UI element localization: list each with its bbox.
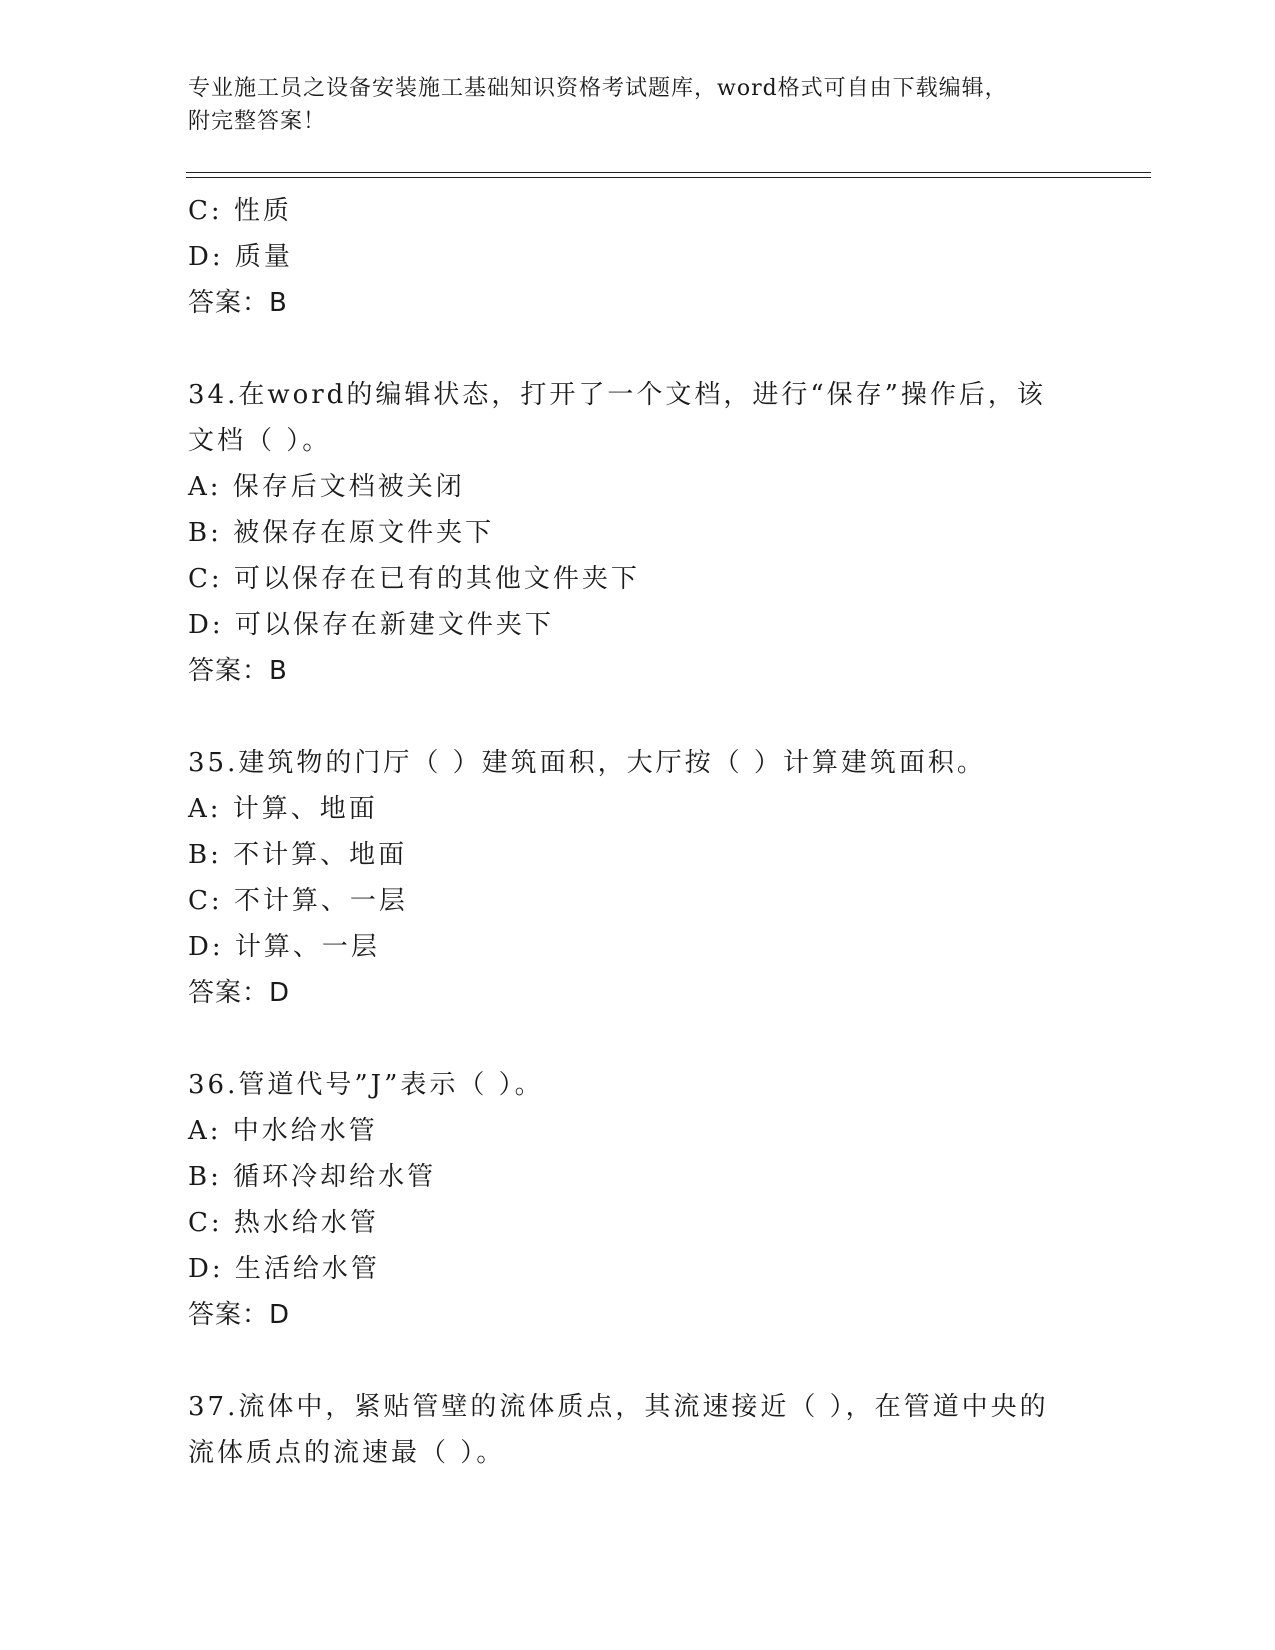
question-stem: 流体质点的流速最（ ）。 xyxy=(188,1438,506,1468)
option-line: D: 质量 xyxy=(188,242,293,272)
document-header xyxy=(188,72,1068,138)
question-block xyxy=(188,1062,1088,1338)
option-line: A: 保存后文档被关闭 xyxy=(188,472,465,502)
option-line: D: 计算、一层 xyxy=(188,932,380,962)
option-line: C: 可以保存在已有的其他文件夹下 xyxy=(188,564,640,594)
question-stem: 37.流体中，紧贴管壁的流体质点，其流速接近（ ），在管道中央的 xyxy=(188,1392,1049,1422)
option-line: A: 计算、地面 xyxy=(188,794,378,824)
header-rule-bottom xyxy=(186,177,1151,178)
question-stem: 文档（ ）。 xyxy=(188,426,332,456)
question-stem: 34.在word的编辑状态，打开了一个文档，进行“保存”操作后，该 xyxy=(188,380,1046,410)
option-line: D: 可以保存在新建文件夹下 xyxy=(188,610,554,640)
option-line: C: 性质 xyxy=(188,196,292,226)
question-block xyxy=(188,1384,1088,1476)
answer-line: 答案：B xyxy=(188,288,288,318)
question-block xyxy=(188,740,1088,1016)
answer-line: 答案：B xyxy=(188,656,288,686)
option-line: B: 循环冷却给水管 xyxy=(188,1162,437,1192)
option-line: B: 被保存在原文件夹下 xyxy=(188,518,495,548)
option-line: B: 不计算、地面 xyxy=(188,840,408,870)
option-line: A: 中水给水管 xyxy=(188,1116,378,1146)
question-block xyxy=(188,188,1088,326)
question-stem: 36.管道代号”J”表示（ ）。 xyxy=(188,1070,544,1100)
question-block xyxy=(188,372,1088,694)
option-line: C: 不计算、一层 xyxy=(188,886,408,916)
question-stem: 35.建筑物的门厅（ ）建筑面积，大厅按（ ）计算建筑面积。 xyxy=(188,748,986,778)
answer-line: 答案：D xyxy=(188,1300,291,1330)
answer-line: 答案：D xyxy=(188,978,291,1008)
question-list xyxy=(188,188,1088,1476)
header-line-1: 专业施工员之设备安装施工基础知识资格考试题库，word格式可自由下载编辑， xyxy=(188,76,1008,101)
header-rule-top xyxy=(186,172,1151,173)
header-line-2: 附完整答案！ xyxy=(188,109,327,134)
option-line: C: 热水给水管 xyxy=(188,1208,379,1238)
option-line: D: 生活给水管 xyxy=(188,1254,380,1284)
